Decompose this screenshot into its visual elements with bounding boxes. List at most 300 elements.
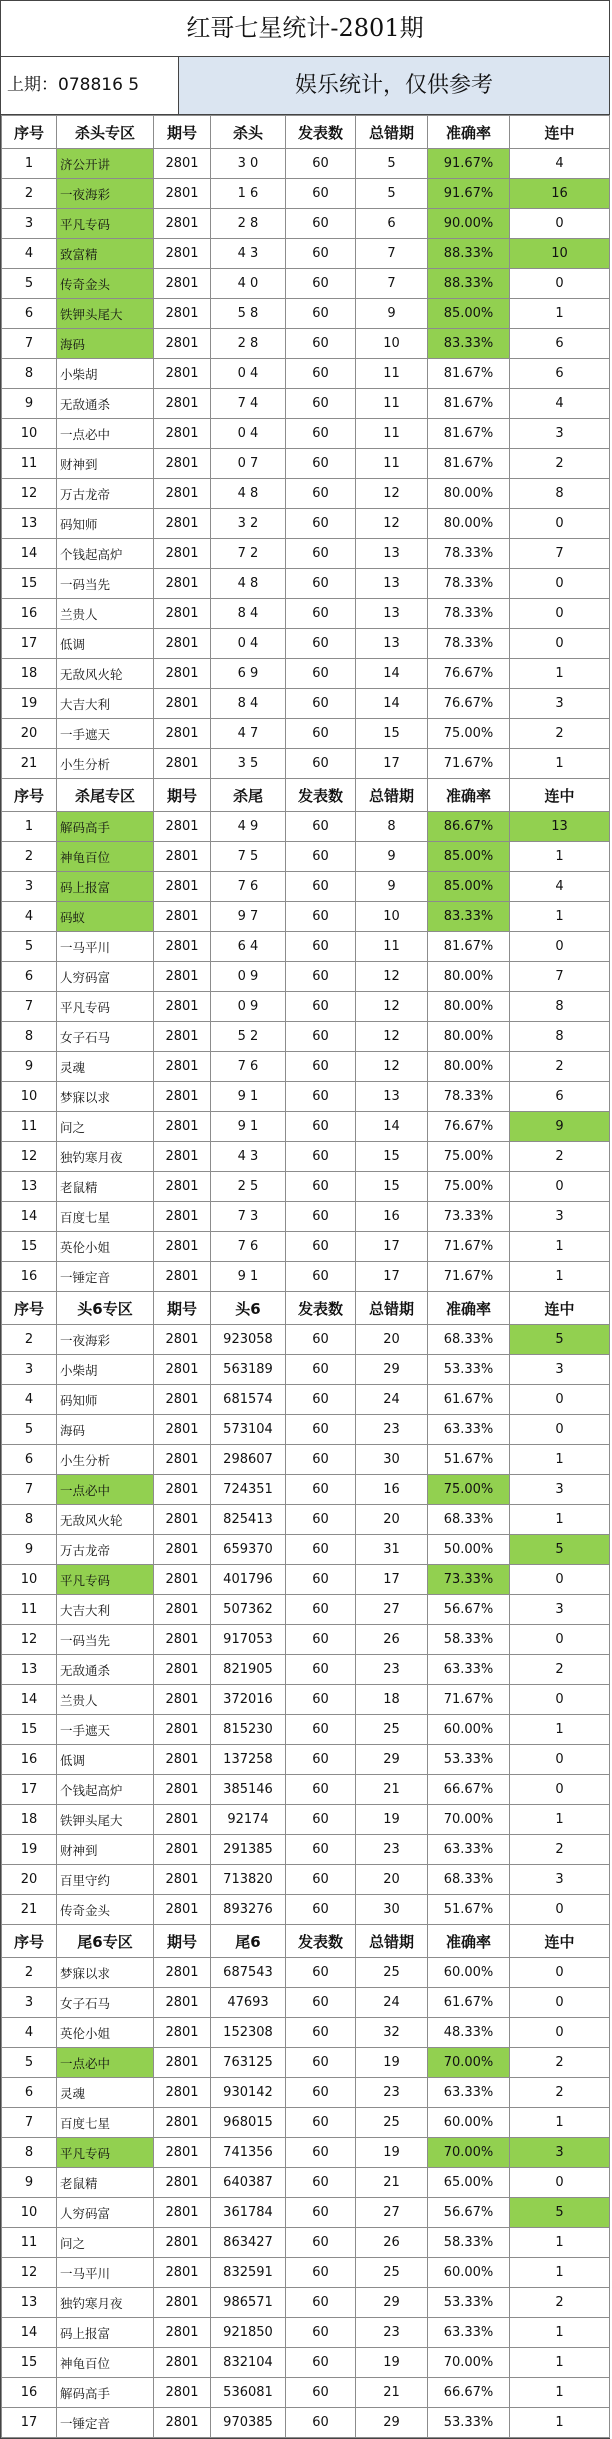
header-issue: 期号 [154,779,211,812]
cell-issue: 2801 [154,1685,211,1715]
cell-issue: 2801 [154,1565,211,1595]
cell-pick: 0 9 [211,992,286,1022]
cell-streak: 0 [510,629,610,659]
cell-index: 13 [2,1172,57,1202]
cell-streak: 7 [510,962,610,992]
cell-index: 8 [2,1505,57,1535]
cell-issue: 2801 [154,1172,211,1202]
cell-pick: 4 8 [211,569,286,599]
cell-accuracy: 76.67% [428,659,510,689]
cell-issue: 2801 [154,1835,211,1865]
cell-pick: 832104 [211,2348,286,2378]
header-pick: 尾6 [211,1925,286,1958]
table-row [2,2048,610,2078]
cell-streak: 3 [510,419,610,449]
cell-streak: 16 [510,179,610,209]
cell-issue: 2801 [154,2378,211,2408]
cell-errors: 11 [356,419,428,449]
cell-errors: 24 [356,1385,428,1415]
cell-errors: 12 [356,1052,428,1082]
cell-accuracy: 78.33% [428,629,510,659]
cell-index: 7 [2,992,57,1022]
cell-pick: 291385 [211,1835,286,1865]
cell-pick: 986571 [211,2288,286,2318]
cell-accuracy: 85.00% [428,299,510,329]
cell-errors: 29 [356,1355,428,1385]
cell-accuracy: 73.33% [428,1202,510,1232]
cell-accuracy: 58.33% [428,1625,510,1655]
cell-errors: 26 [356,1625,428,1655]
cell-expert: 百里守约 [57,1865,154,1895]
header-pick: 杀尾 [211,779,286,812]
cell-expert: 解码高手 [57,2378,154,2408]
cell-expert: 一夜海彩 [57,179,154,209]
cell-accuracy: 85.00% [428,842,510,872]
cell-accuracy: 80.00% [428,992,510,1022]
cell-published: 60 [286,1355,356,1385]
cell-expert: 女子石马 [57,1022,154,1052]
cell-expert: 小生分析 [57,749,154,779]
cell-issue: 2801 [154,1988,211,2018]
disclaimer-banner: 娱乐统计，仅供参考 [179,57,609,114]
cell-expert: 大吉大利 [57,689,154,719]
cell-expert: 铁钾头尾大 [57,1805,154,1835]
cell-accuracy: 60.00% [428,1958,510,1988]
cell-streak: 0 [510,1385,610,1415]
cell-errors: 20 [356,1865,428,1895]
cell-expert: 一手遮天 [57,1715,154,1745]
cell-published: 60 [286,842,356,872]
table-row [2,1022,610,1052]
table-row [2,479,610,509]
cell-issue: 2801 [154,479,211,509]
cell-streak: 2 [510,719,610,749]
cell-errors: 7 [356,239,428,269]
cell-expert: 解码高手 [57,812,154,842]
cell-index: 17 [2,629,57,659]
cell-published: 60 [286,1685,356,1715]
header-accuracy: 准确率 [428,116,510,149]
cell-errors: 11 [356,359,428,389]
cell-pick: 3 5 [211,749,286,779]
cell-accuracy: 88.33% [428,269,510,299]
cell-streak: 2 [510,2288,610,2318]
table-row [2,149,610,179]
table-row [2,2018,610,2048]
cell-issue: 2801 [154,2168,211,2198]
cell-index: 1 [2,149,57,179]
cell-pick: 832591 [211,2258,286,2288]
table-row [2,842,610,872]
cell-expert: 一点必中 [57,419,154,449]
cell-published: 60 [286,992,356,1022]
cell-errors: 19 [356,2048,428,2078]
cell-expert: 一马平川 [57,2258,154,2288]
cell-streak: 1 [510,1805,610,1835]
cell-published: 60 [286,569,356,599]
cell-accuracy: 61.67% [428,1385,510,1415]
cell-errors: 29 [356,2408,428,2438]
table-row [2,209,610,239]
table-row [2,269,610,299]
table-row [2,1715,610,1745]
cell-errors: 20 [356,1325,428,1355]
cell-accuracy: 53.33% [428,1745,510,1775]
cell-streak: 1 [510,842,610,872]
header-index: 序号 [2,116,57,149]
cell-published: 60 [286,2048,356,2078]
header-index: 序号 [2,1925,57,1958]
cell-index: 10 [2,1082,57,1112]
cell-streak: 8 [510,992,610,1022]
cell-published: 60 [286,932,356,962]
cell-pick: 5 8 [211,299,286,329]
cell-issue: 2801 [154,419,211,449]
cell-published: 60 [286,2288,356,2318]
cell-accuracy: 63.33% [428,2318,510,2348]
cell-errors: 17 [356,1565,428,1595]
cell-streak: 3 [510,1865,610,1895]
cell-published: 60 [286,149,356,179]
table-row [2,1655,610,1685]
cell-published: 60 [286,1535,356,1565]
cell-errors: 19 [356,2348,428,2378]
table-row [2,902,610,932]
cell-issue: 2801 [154,599,211,629]
cell-pick: 7 6 [211,1052,286,1082]
table-row [2,749,610,779]
cell-accuracy: 61.67% [428,1988,510,2018]
header-issue: 期号 [154,116,211,149]
cell-accuracy: 83.33% [428,902,510,932]
header-pick: 杀头 [211,116,286,149]
cell-accuracy: 65.00% [428,2168,510,2198]
cell-index: 9 [2,389,57,419]
cell-pick: 825413 [211,1505,286,1535]
cell-errors: 9 [356,872,428,902]
table-row [2,2108,610,2138]
header-index: 序号 [2,779,57,812]
cell-expert: 无敌风火轮 [57,659,154,689]
cell-issue: 2801 [154,932,211,962]
cell-published: 60 [286,329,356,359]
cell-expert: 无敌风火轮 [57,1505,154,1535]
cell-published: 60 [286,1202,356,1232]
cell-pick: 6 4 [211,932,286,962]
cell-published: 60 [286,539,356,569]
cell-streak: 1 [510,749,610,779]
cell-accuracy: 60.00% [428,2258,510,2288]
cell-expert: 小生分析 [57,1445,154,1475]
cell-expert: 兰贵人 [57,599,154,629]
table-row [2,1052,610,1082]
table-row [2,2378,610,2408]
section-header-row [2,116,610,149]
table-row [2,1262,610,1292]
info-row [1,57,609,115]
cell-accuracy: 68.33% [428,1325,510,1355]
cell-issue: 2801 [154,1142,211,1172]
cell-published: 60 [286,1022,356,1052]
cell-expert: 老鼠精 [57,1172,154,1202]
cell-issue: 2801 [154,2348,211,2378]
cell-streak: 10 [510,239,610,269]
cell-errors: 9 [356,842,428,872]
cell-published: 60 [286,1988,356,2018]
cell-issue: 2801 [154,872,211,902]
cell-errors: 25 [356,1958,428,1988]
header-errors: 总错期 [356,1925,428,1958]
cell-index: 2 [2,842,57,872]
cell-expert: 码蚁 [57,902,154,932]
cell-pick: 713820 [211,1865,286,1895]
cell-index: 4 [2,1385,57,1415]
cell-published: 60 [286,1595,356,1625]
cell-index: 12 [2,479,57,509]
cell-streak: 0 [510,1172,610,1202]
cell-expert: 神龟百位 [57,2348,154,2378]
cell-expert: 一点必中 [57,1475,154,1505]
cell-index: 8 [2,1022,57,1052]
table-row [2,1505,610,1535]
cell-errors: 15 [356,1142,428,1172]
cell-pick: 659370 [211,1535,286,1565]
cell-streak: 6 [510,359,610,389]
cell-errors: 17 [356,1262,428,1292]
cell-index: 12 [2,1142,57,1172]
cell-index: 9 [2,2168,57,2198]
cell-streak: 2 [510,1052,610,1082]
cell-streak: 1 [510,2108,610,2138]
cell-expert: 问之 [57,2228,154,2258]
cell-published: 60 [286,2258,356,2288]
cell-issue: 2801 [154,629,211,659]
table-row [2,539,610,569]
cell-index: 7 [2,1475,57,1505]
cell-accuracy: 71.67% [428,1685,510,1715]
cell-accuracy: 81.67% [428,389,510,419]
cell-pick: 6 9 [211,659,286,689]
cell-index: 3 [2,872,57,902]
cell-issue: 2801 [154,1865,211,1895]
cell-streak: 0 [510,599,610,629]
cell-accuracy: 56.67% [428,1595,510,1625]
cell-published: 60 [286,629,356,659]
cell-published: 60 [286,1415,356,1445]
cell-index: 16 [2,2378,57,2408]
table-row [2,659,610,689]
cell-issue: 2801 [154,842,211,872]
cell-expert: 一码当先 [57,569,154,599]
cell-published: 60 [286,179,356,209]
cell-streak: 1 [510,2258,610,2288]
cell-index: 14 [2,1685,57,1715]
header-streak: 连中 [510,779,610,812]
cell-index: 16 [2,1262,57,1292]
cell-errors: 11 [356,932,428,962]
cell-accuracy: 71.67% [428,1262,510,1292]
cell-errors: 24 [356,1988,428,2018]
cell-accuracy: 71.67% [428,1232,510,1262]
cell-issue: 2801 [154,1325,211,1355]
cell-issue: 2801 [154,1655,211,1685]
cell-pick: 893276 [211,1895,286,1925]
cell-issue: 2801 [154,1445,211,1475]
cell-index: 16 [2,1745,57,1775]
cell-index: 4 [2,902,57,932]
cell-accuracy: 56.67% [428,2198,510,2228]
cell-streak: 3 [510,1475,610,1505]
cell-published: 60 [286,1172,356,1202]
cell-streak: 0 [510,1565,610,1595]
cell-pick: 152308 [211,2018,286,2048]
cell-pick: 2 8 [211,329,286,359]
cell-pick: 863427 [211,2228,286,2258]
table-row [2,1445,610,1475]
cell-accuracy: 60.00% [428,1715,510,1745]
cell-pick: 763125 [211,2048,286,2078]
cell-accuracy: 91.67% [428,179,510,209]
cell-streak: 0 [510,209,610,239]
cell-expert: 低调 [57,1745,154,1775]
cell-streak: 6 [510,329,610,359]
cell-expert: 海码 [57,1415,154,1445]
cell-index: 11 [2,1595,57,1625]
cell-pick: 7 4 [211,389,286,419]
cell-published: 60 [286,2168,356,2198]
cell-published: 60 [286,1715,356,1745]
cell-expert: 神龟百位 [57,842,154,872]
cell-accuracy: 75.00% [428,719,510,749]
cell-expert: 一马平川 [57,932,154,962]
cell-issue: 2801 [154,2228,211,2258]
cell-streak: 8 [510,1022,610,1052]
cell-streak: 0 [510,1958,610,1988]
cell-pick: 8 4 [211,599,286,629]
cell-issue: 2801 [154,2138,211,2168]
cell-pick: 401796 [211,1565,286,1595]
cell-published: 60 [286,239,356,269]
table-row [2,1082,610,1112]
cell-issue: 2801 [154,812,211,842]
cell-published: 60 [286,2408,356,2438]
cell-expert: 平凡专码 [57,1565,154,1595]
cell-index: 11 [2,1112,57,1142]
cell-expert: 无敌通杀 [57,389,154,419]
cell-index: 17 [2,1775,57,1805]
cell-issue: 2801 [154,569,211,599]
cell-streak: 1 [510,659,610,689]
cell-accuracy: 78.33% [428,599,510,629]
cell-pick: 47693 [211,1988,286,2018]
cell-issue: 2801 [154,962,211,992]
header-issue: 期号 [154,1292,211,1325]
cell-streak: 4 [510,389,610,419]
cell-published: 60 [286,209,356,239]
table-row [2,2198,610,2228]
cell-published: 60 [286,299,356,329]
cell-pick: 0 9 [211,962,286,992]
table-row [2,509,610,539]
cell-index: 21 [2,1895,57,1925]
cell-issue: 2801 [154,749,211,779]
cell-accuracy: 70.00% [428,2048,510,2078]
cell-expert: 灵魂 [57,1052,154,1082]
cell-issue: 2801 [154,329,211,359]
cell-index: 6 [2,1445,57,1475]
cell-expert: 灵魂 [57,2078,154,2108]
cell-expert: 一手遮天 [57,719,154,749]
cell-accuracy: 70.00% [428,1805,510,1835]
cell-published: 60 [286,2018,356,2048]
table-row [2,1202,610,1232]
cell-pick: 2 5 [211,1172,286,1202]
cell-accuracy: 80.00% [428,1052,510,1082]
cell-expert: 铁钾头尾大 [57,299,154,329]
cell-published: 60 [286,902,356,932]
header-published: 发表数 [286,779,356,812]
cell-errors: 13 [356,599,428,629]
cell-errors: 19 [356,1805,428,1835]
cell-published: 60 [286,1805,356,1835]
cell-published: 60 [286,749,356,779]
cell-errors: 6 [356,209,428,239]
cell-published: 60 [286,1775,356,1805]
table-row [2,449,610,479]
cell-issue: 2801 [154,1895,211,1925]
cell-streak: 1 [510,2348,610,2378]
cell-index: 4 [2,239,57,269]
table-row [2,359,610,389]
table-row [2,329,610,359]
cell-streak: 2 [510,1142,610,1172]
cell-errors: 25 [356,2258,428,2288]
cell-expert: 码上报富 [57,872,154,902]
cell-pick: 7 6 [211,872,286,902]
table-row [2,1988,610,2018]
cell-index: 10 [2,419,57,449]
cell-accuracy: 50.00% [428,1535,510,1565]
cell-streak: 13 [510,812,610,842]
cell-index: 5 [2,2048,57,2078]
table-row [2,1385,610,1415]
cell-errors: 23 [356,2078,428,2108]
cell-issue: 2801 [154,1022,211,1052]
cell-errors: 30 [356,1445,428,1475]
cell-streak: 0 [510,569,610,599]
cell-accuracy: 81.67% [428,359,510,389]
cell-pick: 4 8 [211,479,286,509]
header-issue: 期号 [154,1925,211,1958]
cell-pick: 137258 [211,1745,286,1775]
header-index: 序号 [2,1292,57,1325]
table-row [2,689,610,719]
cell-accuracy: 85.00% [428,872,510,902]
cell-expert: 海码 [57,329,154,359]
cell-accuracy: 73.33% [428,1565,510,1595]
cell-pick: 7 5 [211,842,286,872]
cell-pick: 2 8 [211,209,286,239]
cell-published: 60 [286,1232,356,1262]
cell-streak: 1 [510,1232,610,1262]
cell-published: 60 [286,599,356,629]
cell-index: 18 [2,659,57,689]
cell-issue: 2801 [154,1232,211,1262]
cell-pick: 0 4 [211,419,286,449]
cell-issue: 2801 [154,1745,211,1775]
cell-index: 16 [2,599,57,629]
cell-published: 60 [286,812,356,842]
